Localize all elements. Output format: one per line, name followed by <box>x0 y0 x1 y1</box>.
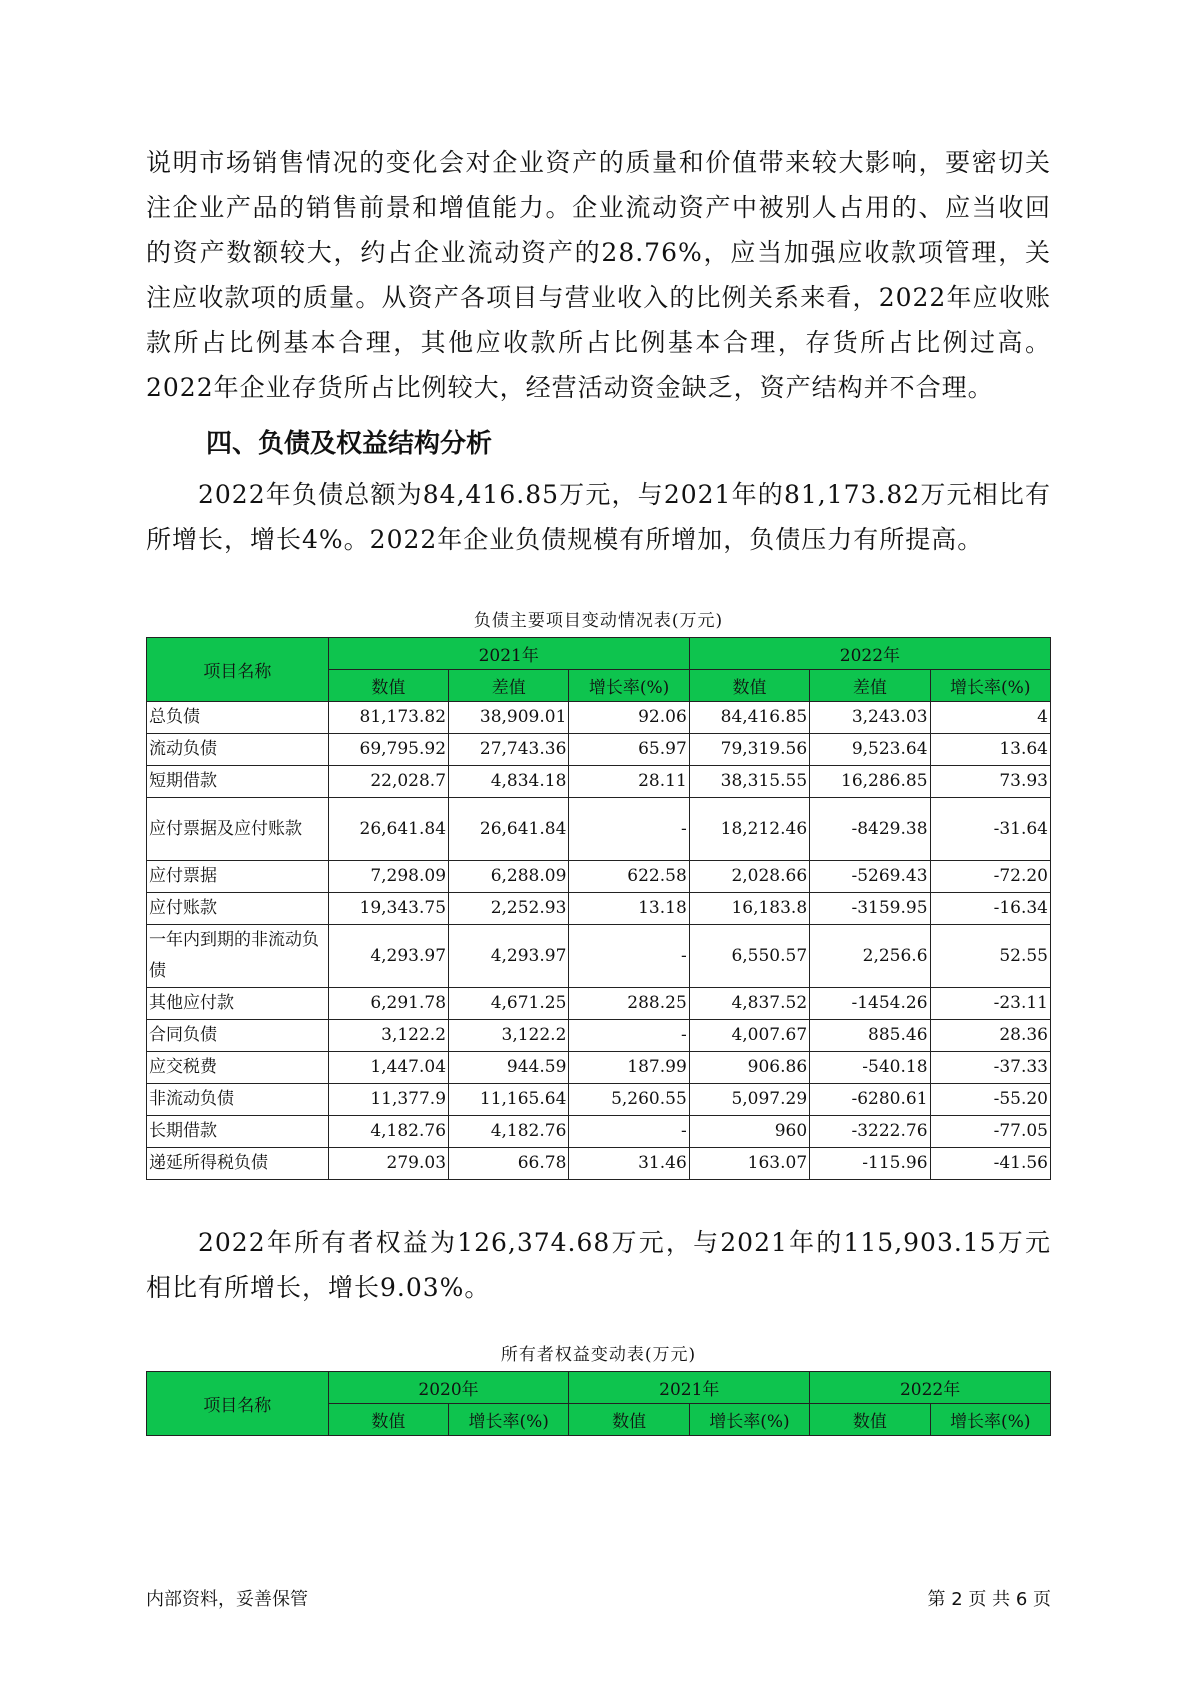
row-name: 流动负债 <box>147 734 329 766</box>
year-header: 2020年 <box>328 1372 569 1404</box>
row-cell: -6280.61 <box>810 1084 930 1116</box>
row-cell: -77.05 <box>930 1116 1050 1148</box>
value-header: 数值 <box>810 1404 930 1436</box>
row-cell: 65.97 <box>569 734 689 766</box>
row-cell: 2,028.66 <box>689 861 809 893</box>
row-cell: -3222.76 <box>810 1116 930 1148</box>
growth-rate-header: 增长率(%) <box>569 670 689 702</box>
growth-rate-header: 增长率(%) <box>930 670 1050 702</box>
table-row <box>147 734 1051 766</box>
row-cell: 6,550.57 <box>689 925 809 988</box>
row-cell: 3,122.2 <box>449 1020 569 1052</box>
table-row <box>147 1148 1051 1180</box>
row-cell: -55.20 <box>930 1084 1050 1116</box>
row-cell: 84,416.85 <box>689 702 809 734</box>
row-name: 一年内到期的非流动负债 <box>147 925 329 988</box>
row-cell: - <box>569 798 689 861</box>
row-name: 应付票据及应付账款 <box>147 798 329 861</box>
table-row <box>147 1116 1051 1148</box>
row-cell: 4,671.25 <box>449 988 569 1020</box>
row-cell: 11,377.9 <box>328 1084 448 1116</box>
row-cell: 4,182.76 <box>449 1116 569 1148</box>
row-cell: 3,122.2 <box>328 1020 448 1052</box>
row-cell: -31.64 <box>930 798 1050 861</box>
liability-table-body <box>147 702 1051 1180</box>
row-cell: 885.46 <box>810 1020 930 1052</box>
page-number: 第 2 页 共 6 页 <box>927 1589 1051 1610</box>
row-cell: 38,315.55 <box>689 766 809 798</box>
row-cell: 66.78 <box>449 1148 569 1180</box>
page-footer <box>146 1585 1051 1611</box>
row-cell: 279.03 <box>328 1148 448 1180</box>
row-cell: -41.56 <box>930 1148 1050 1180</box>
difference-header: 差值 <box>449 670 569 702</box>
equity-table <box>146 1371 1051 1436</box>
row-cell: 163.07 <box>689 1148 809 1180</box>
row-cell: 288.25 <box>569 988 689 1020</box>
row-name: 非流动负债 <box>147 1084 329 1116</box>
row-cell: 52.55 <box>930 925 1050 988</box>
row-name: 应付票据 <box>147 861 329 893</box>
row-cell: 38,909.01 <box>449 702 569 734</box>
row-cell: 16,183.8 <box>689 893 809 925</box>
row-cell: 27,743.36 <box>449 734 569 766</box>
equity-table-header-row <box>147 1372 1051 1404</box>
value-header: 数值 <box>328 1404 448 1436</box>
row-cell: 4,182.76 <box>328 1116 448 1148</box>
row-cell: - <box>569 925 689 988</box>
row-name: 短期借款 <box>147 766 329 798</box>
row-cell: 944.59 <box>449 1052 569 1084</box>
row-name: 应付账款 <box>147 893 329 925</box>
row-cell: 92.06 <box>569 702 689 734</box>
row-cell: 4,837.52 <box>689 988 809 1020</box>
row-cell: 22,028.7 <box>328 766 448 798</box>
row-cell: 16,286.85 <box>810 766 930 798</box>
liability-paragraph: 2022年负债总额为84,416.85万元，与2021年的81,173.82万元相比有所增长，增长4%。2022年企业负债规模有所增加，负债压力有所提高。 <box>146 480 1051 554</box>
row-cell: -16.34 <box>930 893 1050 925</box>
row-cell: -72.20 <box>930 861 1050 893</box>
item-name-header: 项目名称 <box>147 638 329 702</box>
equity-table-caption: 所有者权益变动表(万元) <box>500 1345 697 1365</box>
table-row <box>147 766 1051 798</box>
row-cell: 6,291.78 <box>328 988 448 1020</box>
row-cell: 11,165.64 <box>449 1084 569 1116</box>
row-cell: -3159.95 <box>810 893 930 925</box>
value-header: 数值 <box>569 1404 689 1436</box>
row-cell: -23.11 <box>930 988 1050 1020</box>
document-page <box>146 140 1051 1436</box>
row-cell: 5,097.29 <box>689 1084 809 1116</box>
growth-rate-header: 增长率(%) <box>930 1404 1050 1436</box>
row-cell: 3,243.03 <box>810 702 930 734</box>
item-name-header: 项目名称 <box>147 1372 329 1436</box>
liability-table-header-row <box>147 638 1051 670</box>
table-row <box>147 893 1051 925</box>
row-cell: 13.64 <box>930 734 1050 766</box>
row-cell: -8429.38 <box>810 798 930 861</box>
table-row <box>147 1052 1051 1084</box>
row-cell: 4 <box>930 702 1050 734</box>
row-cell: 9,523.64 <box>810 734 930 766</box>
section-heading: 四、负债及权益结构分析 <box>206 429 493 459</box>
year-header: 2022年 <box>810 1372 1051 1404</box>
equity-paragraph: 2022年所有者权益为126,374.68万元，与2021年的115,903.15万元相比有所增长，增长9.03%。 <box>146 1228 1051 1302</box>
row-cell: 960 <box>689 1116 809 1148</box>
row-name: 合同负债 <box>147 1020 329 1052</box>
row-cell: 1,447.04 <box>328 1052 448 1084</box>
row-cell: -115.96 <box>810 1148 930 1180</box>
row-cell: 4,007.67 <box>689 1020 809 1052</box>
value-header: 数值 <box>328 670 448 702</box>
row-cell: 26,641.84 <box>449 798 569 861</box>
year-header: 2021年 <box>569 1372 810 1404</box>
row-cell: 5,260.55 <box>569 1084 689 1116</box>
row-cell: 69,795.92 <box>328 734 448 766</box>
growth-rate-header: 增长率(%) <box>689 1404 809 1436</box>
table-row <box>147 702 1051 734</box>
confidential-note: 内部资料，妥善保管 <box>146 1589 308 1610</box>
row-name: 应交税费 <box>147 1052 329 1084</box>
year-header: 2021年 <box>328 638 689 670</box>
intro-paragraph: 说明市场销售情况的变化会对企业资产的质量和价值带来较大影响，要密切关注企业产品的销售前景和增值能力。企业流动资产中被别人占用的、应当收回的资产数额较大，约占企业流动资产的28.76%，应当加强应收款项管理，关注应收款项的质量。从资产各项目与营业收入的比例关系来看，2022年应收账款所占比例基本合理，其他应收款所占比例基本合理，存货所占比例过高。2022年企业存货所占比例较大，经营活动资金缺乏，资产结构并不合理。 <box>146 148 1051 402</box>
row-cell: 4,293.97 <box>328 925 448 988</box>
liability-table-caption: 负债主要项目变动情况表(万元) <box>473 611 724 631</box>
row-cell: 4,834.18 <box>449 766 569 798</box>
table-row <box>147 798 1051 861</box>
row-cell: -37.33 <box>930 1052 1050 1084</box>
growth-rate-header: 增长率(%) <box>449 1404 569 1436</box>
row-cell: 906.86 <box>689 1052 809 1084</box>
row-cell: 622.58 <box>569 861 689 893</box>
row-cell: 31.46 <box>569 1148 689 1180</box>
table-row <box>147 861 1051 893</box>
row-name: 长期借款 <box>147 1116 329 1148</box>
difference-header: 差值 <box>810 670 930 702</box>
row-cell: -540.18 <box>810 1052 930 1084</box>
row-cell: 2,256.6 <box>810 925 930 988</box>
row-cell: - <box>569 1020 689 1052</box>
row-cell: 28.36 <box>930 1020 1050 1052</box>
row-cell: - <box>569 1116 689 1148</box>
value-header: 数值 <box>689 670 809 702</box>
row-cell: 28.11 <box>569 766 689 798</box>
table-row <box>147 1020 1051 1052</box>
table-row <box>147 1084 1051 1116</box>
row-cell: 18,212.46 <box>689 798 809 861</box>
row-cell: 6,288.09 <box>449 861 569 893</box>
row-cell: 7,298.09 <box>328 861 448 893</box>
row-cell: 73.93 <box>930 766 1050 798</box>
row-cell: 19,343.75 <box>328 893 448 925</box>
table-row <box>147 988 1051 1020</box>
table-row <box>147 925 1051 988</box>
row-name: 总负债 <box>147 702 329 734</box>
row-name: 递延所得税负债 <box>147 1148 329 1180</box>
row-cell: 187.99 <box>569 1052 689 1084</box>
row-cell: -1454.26 <box>810 988 930 1020</box>
row-cell: 13.18 <box>569 893 689 925</box>
year-header: 2022年 <box>689 638 1050 670</box>
row-cell: 2,252.93 <box>449 893 569 925</box>
row-cell: -5269.43 <box>810 861 930 893</box>
row-cell: 81,173.82 <box>328 702 448 734</box>
liability-table <box>146 637 1051 1180</box>
row-cell: 4,293.97 <box>449 925 569 988</box>
row-name: 其他应付款 <box>147 988 329 1020</box>
row-cell: 79,319.56 <box>689 734 809 766</box>
row-cell: 26,641.84 <box>328 798 448 861</box>
